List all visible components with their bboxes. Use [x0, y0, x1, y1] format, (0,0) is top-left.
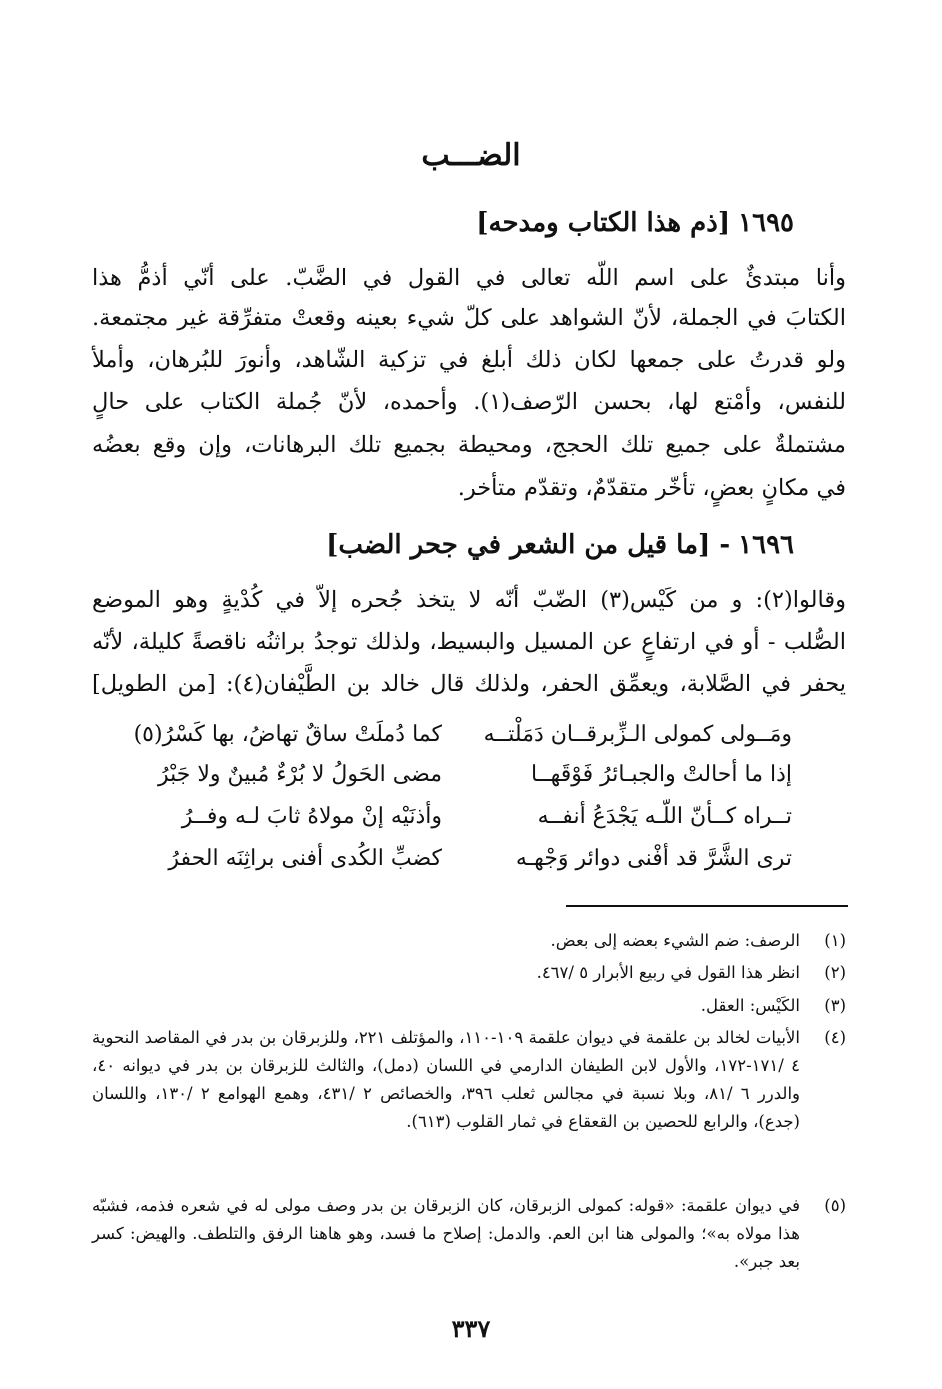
verse-first-hemistich: ترى الشَّرَّ قد أفْنى دوائر وَجْهـه [515, 846, 792, 871]
footnote [92, 992, 846, 1020]
verse-second-hemistich: وأذنَيْه إنْ مولاهُ ثابَ لـه وفــرُ [181, 804, 442, 829]
section-number: ١٦٩٥ [738, 208, 794, 238]
poem-verse [110, 755, 792, 795]
poem-verse [110, 797, 792, 837]
poem [110, 715, 792, 885]
footnote-number: (١) [824, 931, 846, 950]
footnote-divider [566, 905, 848, 907]
section-heading-1695 [80, 208, 794, 238]
verse-first-hemistich: ومَــولى كمولى الـزِّبرقــان دَمَلْتــه [483, 722, 792, 747]
footnote-number: (٤) [824, 1028, 846, 1047]
paragraph-line: في مكانٍ بعضٍ، تأخّر متقدّمٌ، وتقدّم متأخر. [457, 475, 846, 501]
paragraph-line: الكتابَ في الجملة، لأنّ الشواهد على كلّ شيء بعينه وقعتْ متفرِّقة غير مجتمعة. [92, 305, 846, 331]
page-title: الضـــب [421, 138, 521, 173]
page-number: ٣٣٧ [451, 1314, 491, 1343]
footnote [92, 1024, 846, 1136]
verse-second-hemistich: كضبِّ الكُدى أفنى براثِنَه الحفرُ [168, 846, 442, 871]
paragraph-line: وقالوا(٢): و من كَيْس(٣) الضّبّ أنّه لا يتخذ جُحره إلاّ في كُدْيةٍ وهو الموضع [92, 587, 846, 613]
footnote-text: الكَيْس: العقل. [700, 996, 800, 1015]
paragraph-line: مشتملةٌ على جميع تلك الحجج، ومحيطة بجميع تلك البرهانات، وإن وقع بعضُه [92, 432, 846, 458]
footnote [92, 1192, 846, 1276]
footnote [92, 959, 846, 987]
footnote-number: (٥) [824, 1196, 846, 1215]
paragraph-line: للنفس، وأمْتع لها، بحسن الرّصف(١). وأحمده، لأنّ جُملة الكتاب على حالٍ [92, 389, 846, 415]
poem-verse [110, 715, 792, 755]
footnote-number: (٣) [824, 996, 846, 1015]
footnote [92, 927, 846, 955]
footnote-number: (٢) [824, 963, 846, 982]
verse-second-hemistich: مضى الحَولُ لا بُرْءٌ مُبينٌ ولا جَبْرُ [157, 762, 442, 787]
section-heading-1696 [80, 530, 794, 560]
footnote-text: انظر هذا القول في ربيع الأبرار ٥ /٤٦٧. [536, 963, 800, 982]
section-title: [ذم هذا الكتاب ومدحه] [476, 208, 731, 238]
section-title: - [ما قيل من الشعر في جحر الضب] [326, 530, 731, 560]
verse-second-hemistich: كما دُملَتْ ساقٌ تهاضُ، بها كَسْرُ(٥) [133, 722, 442, 747]
paragraph-line: الصُّلب - أو في ارتفاعٍ عن المسيل والبسيط، ولذلك توجدُ براثنُه ناقصةً كليلة، لأنّه [92, 629, 846, 655]
footnote-text: الرصف: ضم الشيء بعضه إلى بعض. [550, 931, 800, 950]
poem-verse [110, 839, 792, 879]
section-number: ١٦٩٦ [738, 530, 794, 560]
paragraph-line: يحفر في الصَّلابة، ويعمِّق الحفر، ولذلك قال خالد بن الطَّيْفان(٤): [من الطويل] [92, 671, 846, 697]
footnote-text: الأبيات لخالد بن علقمة في ديوان علقمة ١٠٩-١١٠، والمؤتلف ٢٢١، وللزبرقان بن بدر في المقاصد النحوية ٤ /١٧١-١٧٢، والأول لابن الطيفان الدارمي في اللسان (دمل)، والثالث للزبرقان بن بدر في ديوانه ٤٠، والدرر ٦ /٨١، وبلا نسبة في مجالس ثعلب ٣٩٦، والخصائص ٢ /٤٣١، وهمع الهوامع ٢ /١٣٠، واللسان (جدع)، والرابع للحصين بن القعقاع في ثمار القلوب (٦١٣). [92, 1028, 801, 1131]
paragraph-line: ولو قدرتُ على جمعها لكان ذلك أبلغ في تزكية الشّاهد، وأنورَ للبُرهان، وأملأ [92, 347, 846, 373]
paragraph-line: وأنا مبتدئٌ على اسم اللّه تعالى في القول في الضَّبّ. على أنّي أذمُّ هذا [92, 265, 846, 291]
footnote-text: في ديوان علقمة: «قوله: كمولى الزبرقان، كان الزبرقان بن بدر وصف مولى له في شعره فذمه، فشبّه هذا مولاه به»؛ والمولى هنا ابن العم. والدمل: إصلاح ما فسد، وهو هاهنا الرفق والتلطف. والهيض: كسر بعد جبر». [92, 1196, 800, 1271]
verse-first-hemistich: تــراه كــأنّ اللّـه يَجْدَعُ أنفــه [537, 804, 792, 829]
verse-first-hemistich: إذا ما أحالتْ والجبـائرُ فَوْقَهــا [530, 762, 792, 787]
